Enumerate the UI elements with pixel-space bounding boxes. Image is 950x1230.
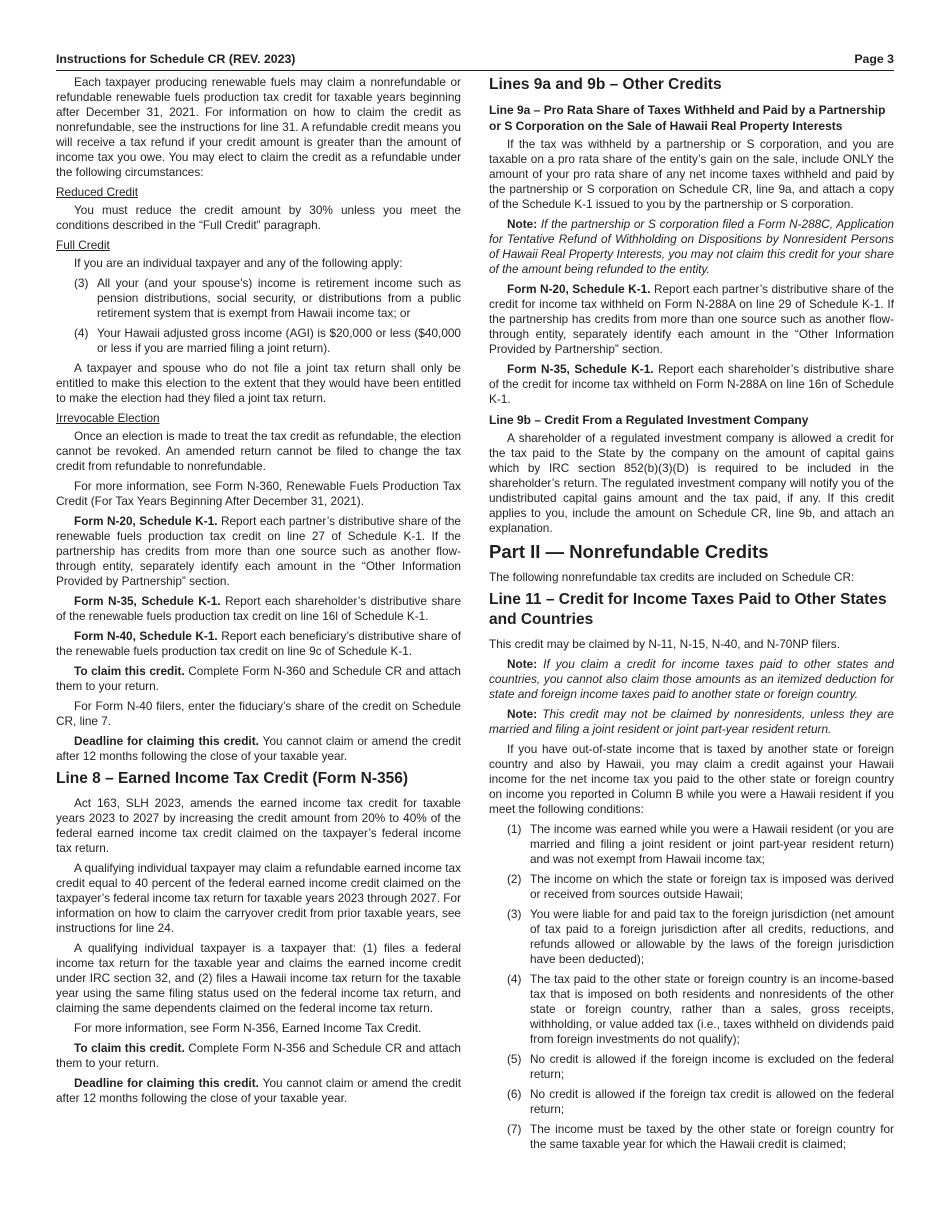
paragraph: If you have out-of-state income that is taxed by another state or foreign country and also by Hawaii, you may claim a credit against your Hawaii income for the net income tax you paid to the other state or foreign country on income you reported in Column B while you were a Hawaii resident if you meet the following conditions: [489,742,894,816]
list-text: The tax paid to the other state or foreign country is an income-based tax that is imposed on both residents and nonresidents of the other state or foreign country, rather than a sales, gross receipts, withholding, or value added tax (i.e., taxes withheld on dividends paid from foreign investments do not qualify); [530,972,894,1046]
paragraph-text: Complete Form N-360 and Schedule CR and attach them to your return. [56,664,461,693]
list-item [489,872,894,902]
paragraph-text: Report each shareholder’s distributive share of the credit for income tax withheld on Form N-288A on line 16n of Schedule K-1. [489,362,895,406]
run-in-heading: To claim this credit. [74,1041,185,1055]
paragraph [489,362,894,407]
document-title: Instructions for Schedule CR (REV. 2023) [56,52,296,66]
list-item [489,1122,894,1152]
note-text: If you claim a credit for income taxes paid to other states and countries, you cannot also claim those amounts as an itemized deduction for state and foreign income taxes paid to another state or foreign country. [489,657,894,701]
page-header [56,52,894,71]
paragraph-text: Report each partner’s distributive share of the credit for income tax withheld on Form N-288A on line 29 of Schedule K-1. If the partnership has credits from more than one source such as another flow-through entity, separately identify each amount in the “Other Information Provided by Partnership” section. [489,282,894,356]
paragraph-text: Report each partner’s distributive share of the renewable fuels production tax credit on line 27 of Schedule K-1. If the partnership has credits from more than one source such as another flow-through entity, separately identify each amount in the “Other Information Provided by Partnership” section. [56,514,461,588]
paragraph: If the tax was withheld by a partnership or S corporation, and you are taxable on a pro rata share of the entity’s gain on the sale, include ONLY the amount of your pro rata share of any net income taxes withheld and paid by the partnership or S corporation on Schedule CR, line 9a, and attach a copy of the Schedule K-1 issued to you by the partnership or S corporation. [489,137,894,211]
run-in-heading: Deadline for claiming this credit. [74,734,259,748]
paragraph-text: Complete Form N-356 and Schedule CR and attach them to your return. [56,1041,461,1070]
paragraph: If you are an individual taxpayer and any of the following apply: [74,256,403,270]
paragraph [56,1076,461,1106]
paragraph: For more information, see Form N-360, Renewable Fuels Production Tax Credit (For Tax Years Beginning After December 31, 2021). [56,479,461,508]
list-item [489,1087,894,1117]
section-heading-line-11: Line 11 – Credit for Income Taxes Paid to Other States and Countries [489,591,887,628]
subheading-full-credit: Full Credit [56,238,110,252]
paragraph [56,734,461,764]
note-label: Note: [507,217,538,231]
run-in-heading: Form N-20, Schedule K-1. [507,282,651,296]
note-text: If the partnership or S corporation filed a Form N-288C, Application for Tentative Refund of Withholding on Dispositions by Nonresident Persons of Hawaii Real Property Interests, you may not claim this credit for your share of the amount being refunded to the entity. [489,217,894,276]
list-number: (6) [507,1087,522,1101]
list-text: No credit is allowed if the foreign income is excluded on the federal return; [530,1052,894,1081]
right-column [489,75,894,1157]
paragraph [56,514,461,589]
paragraph [489,282,894,357]
subsection-heading-line-9b: Line 9b – Credit From a Regulated Investment Company [489,413,809,427]
run-in-heading: Deadline for claiming this credit. [74,1076,259,1090]
list-number: (3) [507,907,522,921]
run-in-heading: Form N-35, Schedule K-1. [74,594,221,608]
paragraph [56,594,461,624]
paragraph: A qualifying individual taxpayer is a taxpayer that: (1) files a federal income tax return for the taxable year and claims the earned income credit under IRC section 32, and (2) files a Hawaii income tax return for the taxable year using the same filing status used on the federal income tax return, and claiming the same dependents claimed on the federal income tax return. [56,941,461,1015]
section-heading-lines-9: Lines 9a and 9b – Other Credits [489,76,722,93]
note-text: This credit may not be claimed by nonresidents, unless they are married and filing a joint resident or joint part-year resident return. [489,707,894,736]
page-number: Page 3 [854,52,894,66]
list-text: The income on which the state or foreign tax is imposed was derived or received from sources outside Hawaii; [530,872,894,901]
section-heading-line-8: Line 8 – Earned Income Tax Credit (Form N-356) [56,770,408,787]
paragraph: This credit may be claimed by N-11, N-15, N-40, and N-70NP filers. [489,637,840,651]
paragraph: Act 163, SLH 2023, amends the earned income tax credit for taxable years 2023 to 2027 by increasing the credit amount from 20% to 40% of the federal earned income tax credit claimed on the taxpayer’s federal income tax return. [56,796,461,855]
note-label: Note: [507,707,538,721]
paragraph-text: You cannot claim or amend the credit after 12 months following the close of your taxable year. [56,1076,461,1105]
paragraph: The following nonrefundable tax credits are included on Schedule CR: [489,570,855,584]
list-text: No credit is allowed if the foreign tax credit is allowed on the federal return; [530,1087,894,1116]
list-number: (1) [507,822,522,836]
note [489,707,894,737]
paragraph: For more information, see Form N-356, Earned Income Tax Credit. [74,1021,422,1035]
list-text: The income was earned while you were a Hawaii resident (or you are married and filing a joint resident or joint part-year resident return) and was not exempt from Hawaii income tax; [530,822,894,866]
subheading-reduced-credit: Reduced Credit [56,185,138,199]
paragraph: A qualifying individual taxpayer may claim a refundable earned income tax credit equal to 40 percent of the federal earned income credit claimed on the taxpayer’s federal income tax return for taxable years 2023 through 2027. For information on how to claim the carryover credit from prior taxable years, see instructions for line 24. [56,861,461,935]
list-number: (4) [507,972,522,986]
list-text: Your Hawaii adjusted gross income (AGI) is $20,000 or less ($40,000 or less if you are married filing a joint return). [97,326,461,355]
list-number: (7) [507,1122,522,1136]
list-text: The income must be taxed by the other state or foreign country for the same taxable year for which the Hawaii credit is claimed; [530,1122,894,1151]
list-number: (2) [507,872,522,886]
list-text: You were liable for and paid tax to the foreign jurisdiction (net amount of tax paid to a foreign jurisdiction after all credits, reductions, and refunds allowed or allowable by the laws of the foreign jurisdiction have been deducted); [530,907,894,966]
list-item [489,972,894,1047]
paragraph-text: You cannot claim or amend the credit after 12 months following the close of your taxable year. [56,734,461,763]
paragraph: Each taxpayer producing renewable fuels may claim a nonrefundable or refundable renewable fuels production tax credit for taxable years beginning after December 31, 2021. For information on how to claim the credit as nonrefundable, see the instructions for line 31. A refundable credit means you will receive a tax refund if your credit amount is greater than the amount of income tax you owe. You may elect to claim the credit as a refundable under the following circumstances: [56,75,461,179]
paragraph [56,629,461,659]
paragraph: A taxpayer and spouse who do not file a joint tax return shall only be entitled to make this election to the extent that they would have been entitled to make the election had they filed a joint tax return. [56,361,461,405]
paragraph: You must reduce the credit amount by 30% unless you meet the conditions described in the “Full Credit” paragraph. [56,203,461,232]
paragraph [56,664,461,694]
run-in-heading: Form N-40, Schedule K-1. [74,629,218,643]
note [489,217,894,277]
list-item [56,326,461,356]
paragraph: For Form N-40 filers, enter the fiduciary’s share of the credit on Schedule CR, line 7. [56,699,461,728]
list-text: All your (and your spouse’s) income is retirement income such as pension distributions, social security, or distributions from a public retirement system that is exempt from Hawaii income tax; or [97,276,461,320]
note-label: Note: [507,657,538,671]
list-number: (5) [507,1052,522,1066]
list-item [489,907,894,967]
paragraph [56,1041,461,1071]
note [489,657,894,702]
list-number: (4) [74,326,89,340]
list-item [489,1052,894,1082]
paragraph: Once an election is made to treat the tax credit as refundable, the election cannot be revoked. An amended return cannot be filed to change the tax credit from refundable to nonrefundable. [56,429,461,473]
list-number: (3) [74,276,89,290]
subheading-irrevocable-election: Irrevocable Election [56,411,160,425]
run-in-heading: Form N-20, Schedule K-1. [74,514,218,528]
paragraph-text: Report each beneficiary’s distributive share of the renewable fuels production tax credit on line 9c of Schedule K-1. [56,629,461,658]
subsection-heading-line-9a: Line 9a – Pro Rata Share of Taxes Withheld and Paid by a Partnership or S Corporation on the Sale of Hawaii Real Property Interests [489,103,886,133]
list-item [56,276,461,321]
list-item [489,822,894,867]
run-in-heading: Form N-35, Schedule K-1. [507,362,654,376]
paragraph-text: Report each shareholder’s distributive share of the renewable fuels production tax credit on line 16l of Schedule K-1. [56,594,462,623]
paragraph: A shareholder of a regulated investment company is allowed a credit for the tax paid to the State by the company on the amount of capital gains which by IRC section 852(b)(3)(D) is required to be included in the shareholder’s return. The regulated investment company will notify you of the undistributed capital gains amount and the tax paid, if any. If this credit applies to you, include the amount on Schedule CR, line 9b, and attach an explanation. [489,431,894,535]
left-column [56,75,461,1111]
part-heading-part-2: Part II — Nonrefundable Credits [489,541,769,562]
run-in-heading: To claim this credit. [74,664,185,678]
